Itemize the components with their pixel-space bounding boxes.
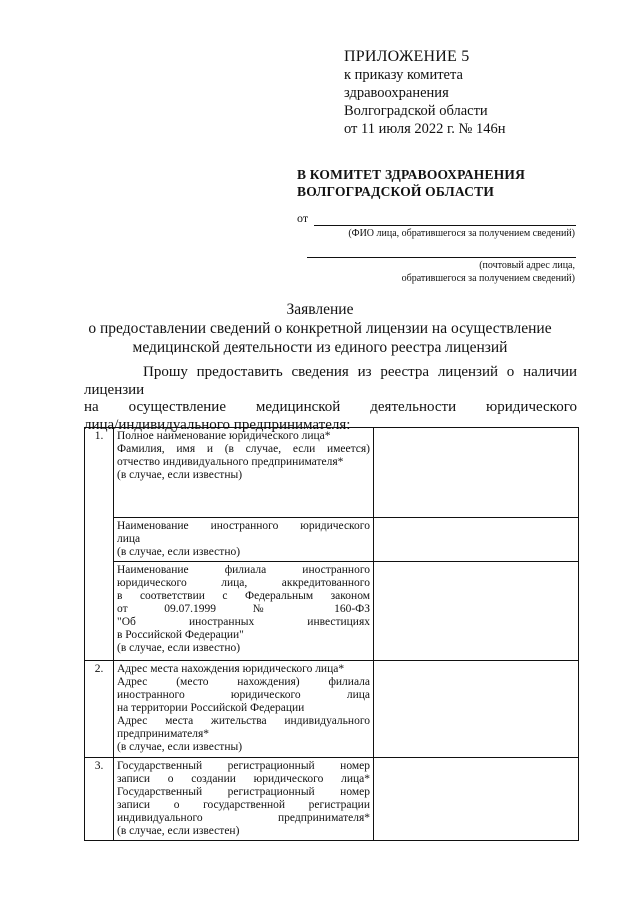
label-line: Наименование филиала иностранного — [117, 564, 370, 576]
request-paragraph — [84, 364, 577, 434]
label-line: Адрес места жительства индивидуального — [117, 715, 370, 727]
row-number: 3. — [85, 758, 114, 841]
title-line: о предоставлении сведений о конкретной лицензии на осуществление — [88, 320, 552, 337]
label-line: лица — [117, 533, 141, 545]
table-row — [85, 758, 579, 841]
label-line: "Об иностранных инвестициях — [117, 616, 370, 628]
row-number: 2. — [85, 661, 114, 758]
label-line: (в случае, если известны) — [117, 741, 243, 753]
appendix-line: к приказу комитета — [344, 67, 463, 83]
label-line: юридического лица, аккредитованного — [117, 577, 370, 589]
addressee-line: ВОЛГОГРАДСКОЙ ОБЛАСТИ — [297, 184, 495, 199]
address-caption-line: (почтовый адрес лица, — [479, 260, 575, 271]
label-line: на территории Российской Федерации — [117, 702, 305, 714]
table-row — [85, 428, 579, 518]
address-caption — [305, 259, 575, 285]
label-line: отчество индивидуального предпринимателя* — [117, 456, 344, 468]
addressee-block — [297, 166, 525, 200]
value-cell[interactable] — [374, 562, 579, 661]
label-line: Полное наименование юридического лица* — [117, 430, 331, 442]
label-line: в соответствии с Федеральным законом — [117, 590, 370, 602]
row-label — [114, 518, 374, 562]
applicant-block — [297, 211, 577, 291]
label-line: записи о государственной регистрации — [117, 799, 370, 811]
title-line: Заявление — [286, 301, 354, 318]
fio-field-line[interactable] — [314, 225, 576, 226]
appendix-block — [344, 48, 506, 138]
request-line: Прошу предоставить сведения из реестра лицензий о наличии лицензии — [84, 364, 577, 398]
title-line: медицинской деятельности из единого реестра лицензий — [132, 339, 508, 356]
label-line: предпринимателя* — [117, 728, 209, 740]
request-table — [84, 427, 579, 841]
label-line: записи о создании юридического лица* — [117, 773, 370, 785]
row-number: 1. — [85, 428, 114, 661]
appendix-line: Волгоградской области — [344, 103, 488, 119]
label-line: (в случае, если известен) — [117, 825, 240, 837]
table-row — [85, 518, 579, 562]
label-line: Государственный регистрационный номер — [117, 760, 370, 772]
address-field-line[interactable] — [307, 257, 576, 258]
label-line: (в случае, если известно) — [117, 546, 241, 558]
label-line: (в случае, если известно) — [117, 642, 241, 654]
fio-caption: (ФИО лица, обратившегося за получением сведений) — [348, 228, 575, 239]
row-label — [114, 428, 374, 518]
document-title — [0, 300, 640, 357]
request-line: лица/индивидуального предпринимателя: — [84, 416, 351, 433]
table-row — [85, 562, 579, 661]
label-line: Государственный регистрационный номер — [117, 786, 370, 798]
label-line: Адрес места нахождения юридического лица* — [117, 663, 345, 675]
row-label — [114, 758, 374, 841]
request-line: на осуществление медицинской деятельности юридического — [84, 399, 577, 415]
value-cell[interactable] — [374, 428, 579, 518]
label-line: индивидуального предпринимателя* — [117, 812, 370, 824]
addressee-line: В КОМИТЕТ ЗДРАВООХРАНЕНИЯ — [297, 167, 526, 182]
label-line: от 09.07.1999 № 160-ФЗ — [117, 603, 370, 615]
label-line: иностранного юридического лица — [117, 689, 370, 701]
table-row — [85, 661, 579, 758]
appendix-heading: ПРИЛОЖЕНИЕ 5 — [344, 48, 470, 65]
row-label — [114, 661, 374, 758]
row-label — [114, 562, 374, 661]
label-line: в Российской Федерации" — [117, 629, 244, 641]
label-line: Наименование иностранного юридического — [117, 520, 370, 532]
label-line: Фамилия, имя и (в случае, если имеется) — [117, 443, 370, 455]
appendix-line: здравоохранения — [344, 85, 449, 101]
label-line: (в случае, если известны) — [117, 469, 243, 481]
from-label: от — [297, 211, 309, 225]
value-cell[interactable] — [374, 518, 579, 562]
label-line: Адрес (место нахождения) филиала — [117, 676, 370, 688]
appendix-line: от 11 июля 2022 г. № 146н — [344, 121, 506, 137]
address-caption-line: обратившегося за получением сведений) — [401, 273, 575, 284]
value-cell[interactable] — [374, 661, 579, 758]
value-cell[interactable] — [374, 758, 579, 841]
